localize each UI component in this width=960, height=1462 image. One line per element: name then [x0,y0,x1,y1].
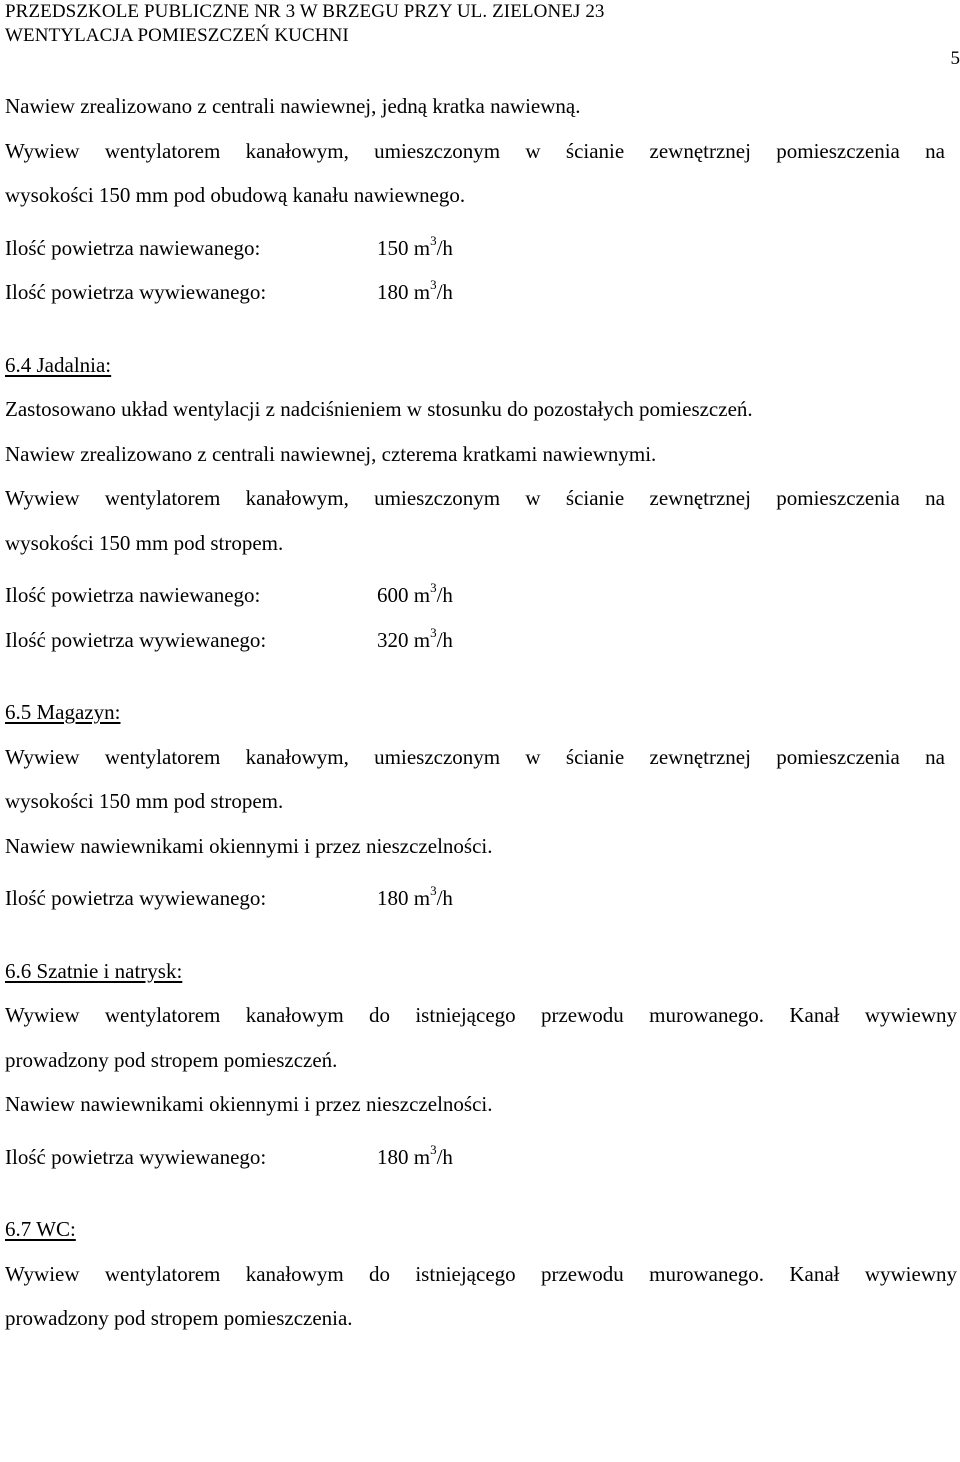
supply-air-label: Ilość powietrza nawiewanego: [5,235,261,260]
exhaust-air-value: 180 $m^3/h$ [377,883,453,910]
section-heading-szatnie: 6.6 Szatnie i natrysk: [5,958,183,983]
paragraph: Nawiew zrealizowano z centrali nawiewnej, jedną kratka nawiewną. [5,94,581,118]
section-heading-magazyn: 6.5 Magazyn: [5,700,121,724]
exhaust-air-label: Ilość powietrza wywiewanego: [5,627,267,652]
paragraph: Zastosowano układ wentylacji z nadciśnieniem w stosunku do pozostałych pomieszczeń. [5,397,753,421]
paragraph-line: Wywiew wentylatorem kanałowym do istniejącego przewodu murowanego. Kanał wywiewny [5,1003,957,1027]
paragraph-line: Wywiew wentylatorem kanałowym do istniejącego przewodu murowanego. Kanał wywiewny [5,1261,957,1286]
section-heading-jadalnia: 6.4 Jadalnia: [5,352,112,377]
supply-air-row [5,573,957,618]
document-body [5,84,957,1341]
exhaust-air-label: Ilość powietrza wywiewanego: [5,1144,267,1169]
exhaust-air-value: 180 $m^3/h$ [377,1141,453,1169]
header-subtitle: WENTYLACJA POMIESZCZEŃ KUCHNI [5,25,349,46]
paragraph-line: Wywiew wentylatorem kanałowym, umieszczonym w ścianie zewnętrznej pomieszczenia na [5,138,945,163]
paragraph-line: wysokości 150 mm pod stropem. [5,789,284,813]
paragraph: Nawiew nawiewnikami okiennymi i przez nieszczelności. [5,1092,493,1116]
paragraph-line: prowadzony pod stropem pomieszczeń. [5,1047,338,1072]
section-heading-wc: 6.7 WC: [5,1217,76,1241]
exhaust-air-label: Ilość powietrza wywiewanego: [5,886,267,910]
page-number: 5 [950,48,960,69]
supply-air-row [5,226,957,271]
paragraph: Nawiew nawiewnikami okiennymi i przez nieszczelności. [5,833,493,858]
exhaust-air-label: Ilość powietrza wywiewanego: [5,280,267,304]
page-header [5,0,945,48]
paragraph: Nawiew zrealizowano z centrali nawiewnej, czterema kratkami nawiewnymi. [5,441,657,466]
exhaust-air-row [5,270,957,315]
supply-air-value: 600 $m^3/h$ [377,580,453,607]
paragraph-line: wysokości 150 mm pod obudową kanału nawiewnego. [5,183,466,207]
supply-air-value: 150 $m^3/h$ [377,232,453,260]
paragraph-line: Wywiew wentylatorem kanałowym, umieszczonym w ścianie zewnętrznej pomieszczenia na [5,486,945,510]
header-title: PRZEDSZKOLE PUBLICZNE NR 3 W BRZEGU PRZY UL. ZIELONEJ 23 [5,1,605,22]
supply-air-label: Ilość powietrza nawiewanego: [5,583,261,607]
exhaust-air-row [5,1135,957,1180]
paragraph-line: prowadzony pod stropem pomieszczenia. [5,1306,353,1330]
exhaust-air-value: 180 $m^3/h$ [377,277,453,304]
paragraph-line: wysokości 150 mm pod stropem. [5,530,284,555]
exhaust-air-row [5,618,957,663]
paragraph-line: Wywiew wentylatorem kanałowym, umieszczonym w ścianie zewnętrznej pomieszczenia na [5,744,945,769]
exhaust-air-value: 320 $m^3/h$ [377,624,453,652]
exhaust-air-row [5,876,957,921]
